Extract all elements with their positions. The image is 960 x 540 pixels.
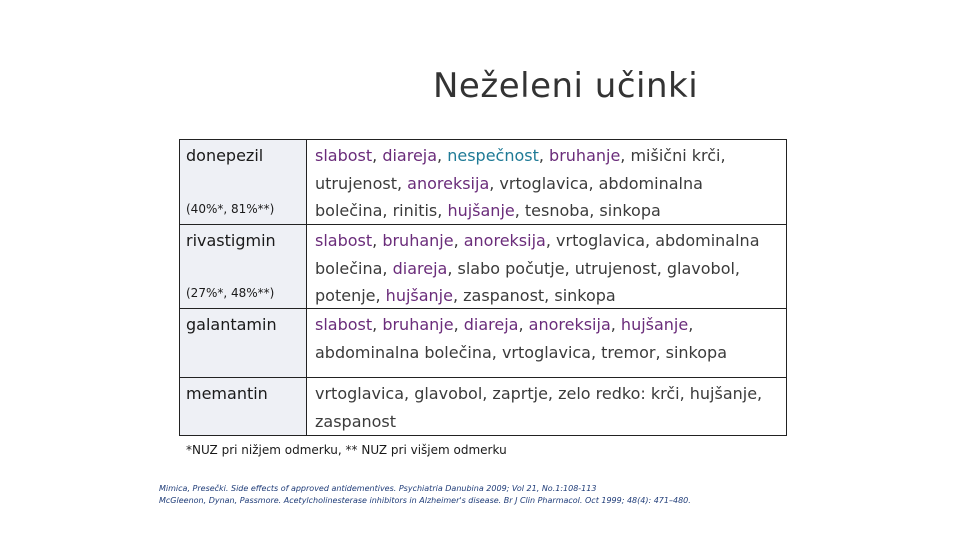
table-row — [180, 140, 786, 224]
effect-text: , mišični krči, utrujenost, — [315, 146, 726, 193]
side-effects-table — [179, 139, 787, 436]
effects-cell — [307, 378, 786, 435]
effect-term: anoreksija — [463, 231, 546, 250]
drug-name: rivastigmin — [186, 231, 276, 250]
effect-text: , zaspanost, sinkopa — [452, 286, 616, 305]
effect-term: slabost — [315, 146, 373, 165]
effect-term: slabost — [315, 231, 373, 250]
drug-percent: (27%*, 48%**) — [186, 286, 275, 300]
effect-term: hujšanje — [620, 315, 689, 334]
effects-cell — [307, 225, 786, 308]
drug-cell — [180, 140, 307, 224]
drug-cell — [180, 378, 307, 435]
effect-text: , — [372, 315, 383, 334]
effect-text: , vrtoglavica, abdominalna bolečina, rinitis, — [315, 173, 703, 220]
effect-text: , — [538, 146, 550, 165]
effect-term: hujšanje — [385, 286, 453, 305]
effect-term: bruhanje — [382, 315, 454, 334]
slide-title: Neželeni učinki — [433, 66, 699, 106]
table-row — [180, 308, 786, 377]
reference-item: Mimica, Presečki. Side effects of approved antidementives. Psychiatria Danubina 2009; Vol 21, No.1:108-113 — [159, 484, 597, 493]
table-row — [180, 224, 786, 308]
drug-name: galantamin — [186, 315, 277, 334]
effect-text: , — [372, 231, 383, 250]
drug-cell — [180, 309, 307, 377]
footnote: *NUZ pri nižjem odmerku, ** NUZ pri višjem odmerku — [186, 443, 507, 457]
effect-term: anoreksija — [407, 173, 490, 193]
effect-term: diareja — [382, 146, 438, 165]
drug-percent: (40%*, 81%**) — [186, 202, 275, 216]
drug-name: donepezil — [186, 146, 264, 165]
effect-text: , tesnoba, sinkopa — [514, 201, 661, 220]
drug-name: memantin — [186, 384, 268, 403]
effect-term: nespečnost — [447, 146, 539, 165]
reference-item: McGleenon, Dynan, Passmore. Acetylcholinesterase inhibitors in Alzheimer's disease. Br J Clin Pharmacol. Oct 1999; 48(4): 471–480. — [159, 496, 691, 505]
effect-term: diareja — [392, 258, 448, 278]
effect-text: , slabo počutje, utrujenost, glavobol, potenje, — [315, 258, 741, 305]
effect-text: , — [518, 315, 529, 334]
effects-cell — [307, 140, 786, 224]
effect-text: , — [453, 315, 464, 334]
effect-term: bruhanje — [549, 146, 621, 165]
effect-text: vrtoglavica, glavobol, zaprtje, zelo redko: krči, hujšanje, zaspanost — [315, 384, 763, 431]
effect-text: , vrtoglavica, abdominalna bolečina, — [315, 231, 760, 278]
effect-term: hujšanje — [447, 201, 515, 220]
effect-text: , — [372, 146, 383, 165]
effect-text: , — [610, 315, 621, 334]
effect-text: , — [437, 146, 448, 165]
effect-text: , abdominalna bolečina, vrtoglavica, tremor, sinkopa — [315, 315, 727, 362]
references — [159, 483, 691, 507]
effect-term: slabost — [315, 315, 373, 334]
effect-term: bruhanje — [382, 231, 454, 250]
effect-text: , — [453, 231, 464, 250]
effect-term: anoreksija — [528, 315, 611, 334]
table-row — [180, 377, 786, 435]
effect-term: diareja — [463, 315, 519, 334]
drug-cell — [180, 225, 307, 308]
effects-cell — [307, 309, 786, 377]
